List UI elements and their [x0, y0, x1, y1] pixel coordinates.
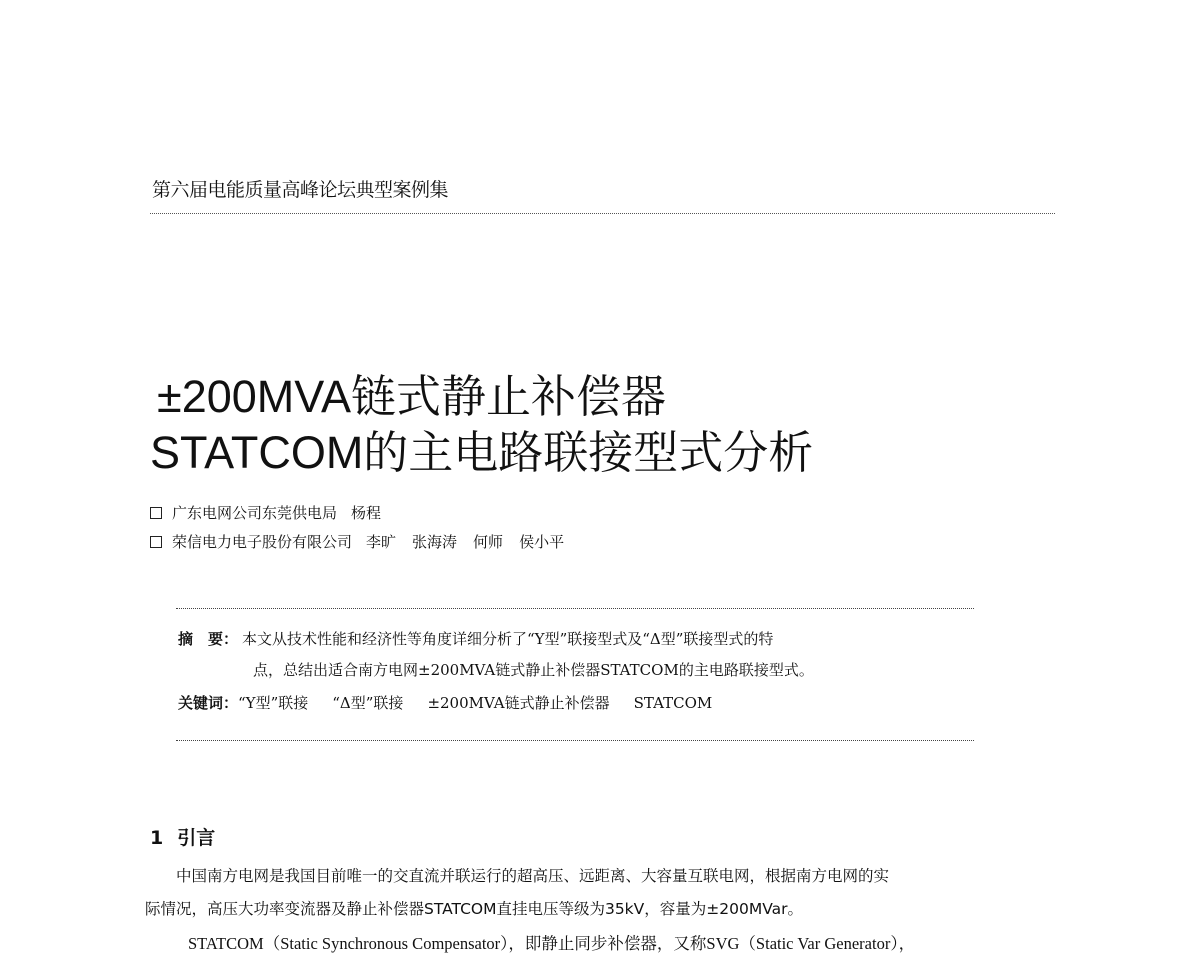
checkbox-square-icon — [150, 536, 162, 548]
author-line-1 — [150, 502, 397, 523]
running-head: 第六届电能质量高峰论坛典型案例集 — [152, 179, 449, 201]
author-name: 李旷 — [366, 533, 397, 551]
section-title: 引言 — [177, 827, 216, 849]
body-paragraph-line-2: 际情况，高压大功率变流器及静止补偿器STATCOM直挂电压等级为35kV，容量为±200MVar。 — [145, 900, 803, 918]
title-line-1: ±200MVA链式静止补偿器 — [157, 371, 666, 422]
author-affiliation: 广东电网公司东莞供电局 — [172, 504, 338, 522]
section-heading — [150, 823, 215, 850]
title-line-2: STATCOM的主电路联接型式分析 — [150, 427, 814, 478]
keywords-label: 关键词： — [178, 694, 239, 712]
section-number: 1 — [150, 827, 164, 849]
keywords-line — [178, 692, 736, 713]
abstract-label: 摘 要： — [178, 630, 239, 648]
keyword-item: ±200MVA链式静止补偿器 — [427, 694, 610, 712]
author-name: 侯小平 — [519, 533, 565, 551]
body-paragraph-line-1: 中国南方电网是我国目前唯一的交直流并联运行的超高压、远距离、大容量互联电网，根据南方电网的实 — [176, 867, 890, 885]
author-name: 张海涛 — [412, 533, 458, 551]
checkbox-square-icon — [150, 507, 162, 519]
keyword-item: “Y型”联接 — [238, 694, 309, 712]
abstract-bottom-divider — [176, 740, 974, 741]
header-divider — [150, 213, 1055, 214]
keyword-item: “Δ型”联接 — [332, 694, 404, 712]
author-name: 何师 — [473, 533, 504, 551]
abstract-text-1: 本文从技术性能和经济性等角度详细分析了“Y型”联接型式及“Δ型”联接型式的特 — [242, 630, 774, 648]
abstract-top-divider — [176, 608, 974, 609]
body-paragraph-line-3: STATCOM（Static Synchronous Compensator），即静止同步补偿器，又称SVG（Static Var Generator）， — [188, 934, 916, 953]
abstract-line-1 — [178, 628, 773, 649]
author-line-2 — [150, 531, 580, 552]
author-affiliation: 荣信电力电子股份有限公司 — [172, 533, 353, 551]
author-name: 杨程 — [351, 504, 382, 522]
keyword-item: STATCOM — [633, 694, 713, 712]
abstract-line-2: 点，总结出适合南方电网±200MVA链式静止补偿器STATCOM的主电路联接型式。 — [253, 661, 814, 679]
